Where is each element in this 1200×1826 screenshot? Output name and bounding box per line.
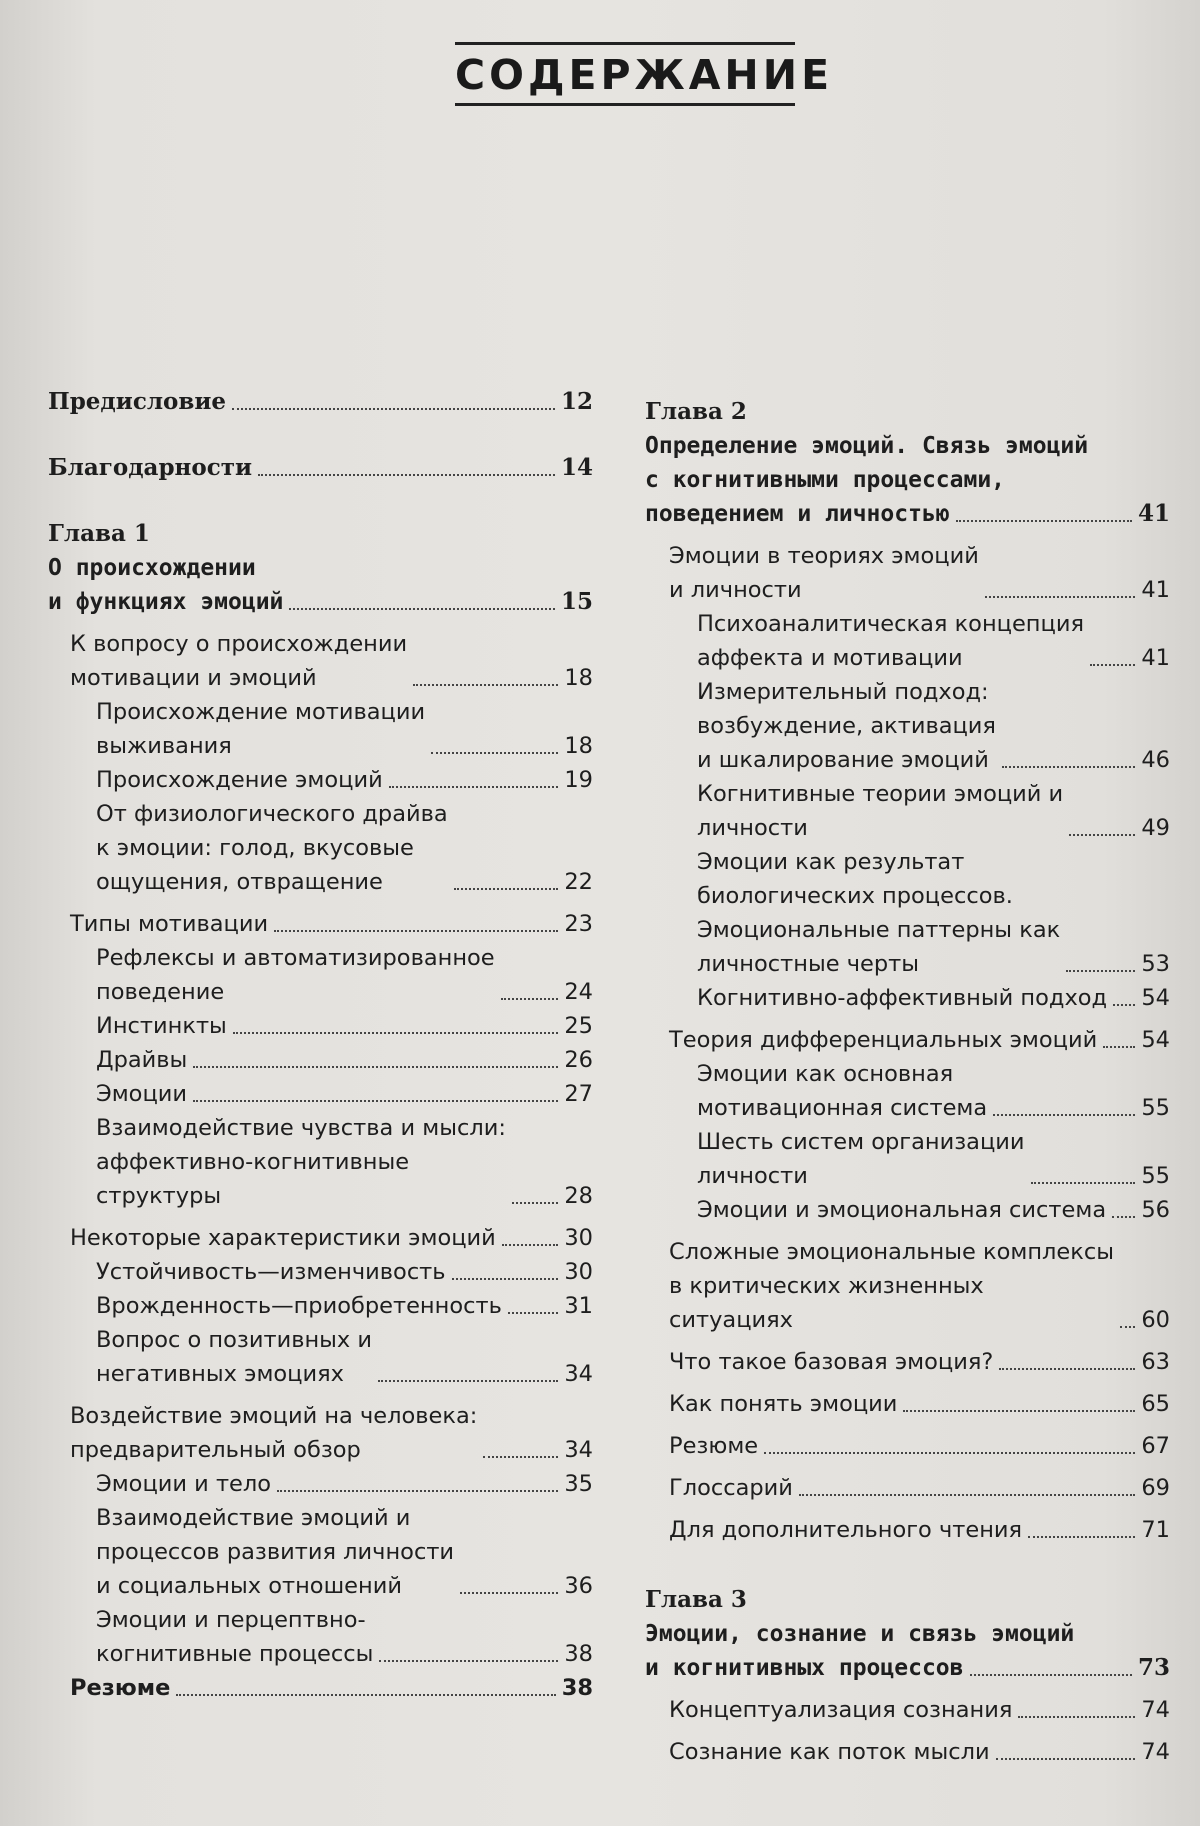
toc-entry[interactable] — [645, 1023, 1170, 1057]
toc-entry-thanks[interactable] — [48, 451, 593, 485]
toc-entry-text: Резюме — [70, 1675, 171, 1701]
toc-page-number: 22 — [564, 869, 593, 895]
toc-entry[interactable] — [645, 1735, 1170, 1769]
toc-entry[interactable] — [645, 539, 1170, 607]
toc-entry[interactable] — [645, 1387, 1170, 1421]
toc-entry[interactable] — [48, 1323, 593, 1391]
toc-entry-text: Эмоции и тело — [96, 1471, 272, 1497]
toc-page-number: 49 — [1141, 815, 1170, 841]
toc-entry[interactable] — [48, 1671, 593, 1705]
toc-page-number: 12 — [560, 388, 593, 415]
toc-entry-text: Происхождение эмоций — [96, 767, 383, 793]
toc-entry[interactable] — [645, 1429, 1170, 1463]
chapter-3-title-line: Эмоции, сознание и связь эмоций — [645, 1621, 1075, 1647]
toc-page-number: 65 — [1141, 1391, 1170, 1417]
toc-page-number: 38 — [561, 1675, 593, 1701]
toc-entry-text: Драйвы — [96, 1047, 188, 1073]
toc-entry[interactable] — [645, 1193, 1170, 1227]
chapter-1-label: Глава 1 — [48, 520, 150, 547]
toc-entry-text: Взаимодействие эмоций и процессов развития личности и социальных отношений — [96, 1505, 455, 1599]
toc-entry-text: Эмоции как основная мотивационная система — [697, 1061, 988, 1121]
toc-entry-text: Концептуализация сознания — [669, 1697, 1013, 1723]
chapter-2-title-line: Определение эмоций. Связь эмоций — [645, 433, 1089, 459]
toc-page-number: 31 — [564, 1293, 593, 1319]
contents-heading — [455, 42, 834, 106]
leader-dots — [176, 1694, 555, 1696]
toc-entry[interactable] — [645, 607, 1170, 675]
toc-entry-text: Эмоции и перцептвно- когнитивные процессы — [96, 1607, 374, 1667]
leader-dots — [431, 752, 558, 754]
leader-dots — [452, 1278, 559, 1280]
toc-page-number: 71 — [1141, 1517, 1170, 1543]
leader-dots — [985, 596, 1136, 598]
toc-entry-text: Эмоции — [96, 1081, 188, 1107]
toc-page-number: 46 — [1141, 747, 1170, 773]
toc-entry[interactable] — [645, 1057, 1170, 1125]
toc-entry[interactable] — [48, 1399, 593, 1467]
toc-page-number: 25 — [564, 1013, 593, 1039]
toc-page-number: 54 — [1141, 1027, 1170, 1053]
toc-entry-text: Благодарности — [48, 454, 253, 481]
leader-dots — [999, 1368, 1135, 1370]
toc-entry-text: К вопросу о происхождении мотивации и эмоций — [70, 631, 408, 691]
toc-entry-text: Предисловие — [48, 388, 227, 415]
leader-dots — [1028, 1536, 1135, 1538]
toc-entry-text: Измерительный подход: возбуждение, активация и шкалирование эмоций — [697, 679, 996, 773]
chapter-3-label: Глава 3 — [645, 1586, 747, 1613]
toc-entry[interactable] — [48, 907, 593, 941]
toc-page-number: 60 — [1141, 1307, 1170, 1333]
toc-page-number: 67 — [1141, 1433, 1170, 1459]
leader-dots — [277, 1490, 558, 1492]
toc-entry-text: От физиологического драйва к эмоции: голод, вкусовые ощущения, отвращение — [96, 801, 448, 895]
toc-page-number: 24 — [564, 979, 593, 1005]
toc-left-column — [48, 385, 593, 1705]
leader-dots — [799, 1494, 1135, 1496]
toc-entry[interactable] — [645, 981, 1170, 1015]
leader-dots — [1090, 664, 1135, 666]
toc-page-number: 19 — [564, 767, 593, 793]
toc-page-number: 34 — [564, 1437, 593, 1463]
toc-page-number: 18 — [564, 665, 593, 691]
toc-entry-chapter-2[interactable] — [645, 497, 1170, 531]
toc-entry[interactable] — [645, 1125, 1170, 1193]
toc-page-number: 55 — [1141, 1163, 1170, 1189]
toc-entry[interactable] — [48, 1289, 593, 1323]
toc-entry[interactable] — [645, 845, 1170, 981]
leader-dots — [764, 1452, 1135, 1454]
toc-entry-chapter-3[interactable] — [645, 1651, 1170, 1685]
toc-page-number: 15 — [560, 588, 593, 615]
toc-page-number: 34 — [564, 1361, 593, 1387]
chapter-2-label: Глава 2 — [645, 398, 747, 425]
toc-entry-text: Когнитивные теории эмоций и личности — [697, 781, 1064, 841]
leader-dots — [970, 1674, 1132, 1676]
leader-dots — [512, 1202, 558, 1204]
leader-dots — [1069, 834, 1135, 836]
toc-entry-text: Что такое базовая эмоция? — [669, 1349, 994, 1375]
toc-entry[interactable] — [48, 695, 593, 763]
toc-entry[interactable] — [645, 1693, 1170, 1727]
toc-page-number: 54 — [1141, 985, 1170, 1011]
toc-entry-preface[interactable] — [48, 385, 593, 419]
leader-dots — [483, 1456, 558, 1458]
leader-dots — [1120, 1326, 1135, 1328]
toc-entry-text: Эмоции в теориях эмоций и личности — [669, 543, 979, 603]
toc-entry-text: Эмоции как результат биологических процессов. Эмоциональные паттерны как личностные черты — [697, 849, 1061, 977]
toc-entry[interactable] — [48, 1009, 593, 1043]
toc-entry-text: Взаимодействие чувства и мысли: аффективно-когнитивные структуры — [96, 1115, 506, 1209]
toc-page-number: 35 — [564, 1471, 593, 1497]
leader-dots — [233, 1032, 559, 1034]
toc-entry[interactable] — [48, 627, 593, 695]
toc-entry[interactable] — [48, 1603, 593, 1671]
toc-entry-text: Воздействие эмоций на человека: предварительный обзор — [70, 1403, 478, 1463]
leader-dots — [1066, 970, 1135, 972]
toc-entry-text: Как понять эмоции — [669, 1391, 898, 1417]
leader-dots — [501, 998, 559, 1000]
toc-entry[interactable] — [645, 1471, 1170, 1505]
contents-title: СОДЕРЖАНИЕ — [455, 51, 834, 99]
leader-dots — [956, 520, 1132, 522]
leader-dots — [274, 930, 558, 932]
toc-page-number: 30 — [564, 1259, 593, 1285]
toc-entry-text: Рефлексы и автоматизированное поведение — [96, 945, 495, 1005]
toc-page-number: 18 — [564, 733, 593, 759]
toc-page-number: 36 — [564, 1573, 593, 1599]
leader-dots — [454, 888, 559, 890]
toc-entry-text: Некоторые характеристики эмоций — [70, 1225, 496, 1251]
toc-page-number: 23 — [564, 911, 593, 937]
toc-entry[interactable] — [645, 1235, 1170, 1337]
toc-entry-text: Сознание как поток мысли — [669, 1739, 990, 1765]
toc-entry[interactable] — [48, 763, 593, 797]
toc-page-number: 38 — [564, 1641, 593, 1667]
leader-dots — [1018, 1716, 1135, 1718]
toc-entry-text: поведением и личностью — [645, 501, 950, 527]
toc-entry-text: Глоссарий — [669, 1475, 793, 1501]
leader-dots — [378, 1380, 558, 1382]
leader-dots — [258, 474, 555, 476]
toc-entry-text: Инстинкты — [96, 1013, 227, 1039]
toc-page-number: 30 — [564, 1225, 593, 1251]
toc-page-number: 55 — [1141, 1095, 1170, 1121]
toc-page-number: 41 — [1141, 577, 1170, 603]
leader-dots — [379, 1660, 558, 1662]
toc-entry-text: Когнитивно-аффективный подход — [697, 985, 1108, 1011]
toc-page-number: 26 — [564, 1047, 593, 1073]
toc-entry-text: Врожденность—приобретенность — [96, 1293, 502, 1319]
toc-page-number: 74 — [1141, 1739, 1170, 1765]
leader-dots — [289, 608, 555, 610]
toc-page-number: 63 — [1141, 1349, 1170, 1375]
leader-dots — [1031, 1182, 1136, 1184]
toc-entry[interactable] — [645, 675, 1170, 777]
leader-dots — [1002, 766, 1135, 768]
leader-dots — [389, 786, 559, 788]
toc-entry[interactable] — [645, 1513, 1170, 1547]
leader-dots — [232, 408, 555, 410]
toc-page-number: 53 — [1141, 951, 1170, 977]
toc-entry-text: Шесть систем организации личности — [697, 1129, 1025, 1189]
leader-dots — [502, 1244, 559, 1246]
toc-entry-chapter-1[interactable] — [48, 585, 593, 619]
toc-entry[interactable] — [48, 797, 593, 899]
leader-dots — [993, 1114, 1135, 1116]
toc-page-number: 74 — [1141, 1697, 1170, 1723]
toc-entry-text: и когнитивных процессов — [645, 1655, 964, 1681]
toc-page-number: 69 — [1141, 1475, 1170, 1501]
toc-entry[interactable] — [48, 1043, 593, 1077]
chapter-2-title-line: с когнитивными процессами, — [645, 467, 1006, 493]
toc-entry-text: Резюме — [669, 1433, 759, 1459]
leader-dots — [193, 1066, 558, 1068]
leader-dots — [413, 684, 558, 686]
toc-entry-text: Эмоции и эмоциональная система — [697, 1197, 1107, 1223]
toc-page-number: 41 — [1137, 500, 1170, 527]
leader-dots — [903, 1410, 1135, 1412]
toc-page-number: 56 — [1141, 1197, 1170, 1223]
toc-entry[interactable] — [48, 1221, 593, 1255]
leader-dots — [996, 1758, 1136, 1760]
leader-dots — [1113, 1004, 1135, 1006]
chapter-1-title-line: О происхождении — [48, 555, 256, 581]
toc-entry[interactable] — [48, 941, 593, 1009]
leader-dots — [1103, 1046, 1135, 1048]
toc-entry[interactable] — [645, 1345, 1170, 1379]
toc-entry[interactable] — [48, 1111, 593, 1213]
toc-entry-text: Вопрос о позитивных и негативных эмоциях — [96, 1327, 373, 1387]
toc-entry[interactable] — [48, 1467, 593, 1501]
leader-dots — [1112, 1216, 1135, 1218]
toc-entry-text: Теория дифференциальных эмоций — [669, 1027, 1098, 1053]
toc-entry-text: Происхождение мотивации выживания — [96, 699, 426, 759]
toc-entry-text: Для дополнительного чтения — [669, 1517, 1023, 1543]
toc-entry-text: Психоаналитическая концепция аффекта и мотивации — [697, 611, 1084, 671]
toc-entry[interactable] — [48, 1501, 593, 1603]
toc-entry[interactable] — [645, 777, 1170, 845]
toc-page-number: 28 — [564, 1183, 593, 1209]
toc-page-number: 27 — [564, 1081, 593, 1107]
leader-dots — [193, 1100, 558, 1102]
toc-entry-text: Устойчивость—изменчивость — [96, 1259, 446, 1285]
toc-page-number: 41 — [1141, 645, 1170, 671]
leader-dots — [508, 1312, 559, 1314]
toc-page-number: 14 — [560, 454, 593, 481]
toc-entry-text: Типы мотивации — [70, 911, 269, 937]
toc-entry-text: Сложные эмоциональные комплексы в критических жизненных ситуациях — [669, 1239, 1114, 1333]
leader-dots — [460, 1592, 558, 1594]
toc-entry[interactable] — [48, 1255, 593, 1289]
toc-page-number: 73 — [1137, 1654, 1170, 1681]
toc-entry[interactable] — [48, 1077, 593, 1111]
toc-entry-text: и функциях эмоций — [48, 589, 284, 615]
toc-right-column — [645, 395, 1170, 1769]
